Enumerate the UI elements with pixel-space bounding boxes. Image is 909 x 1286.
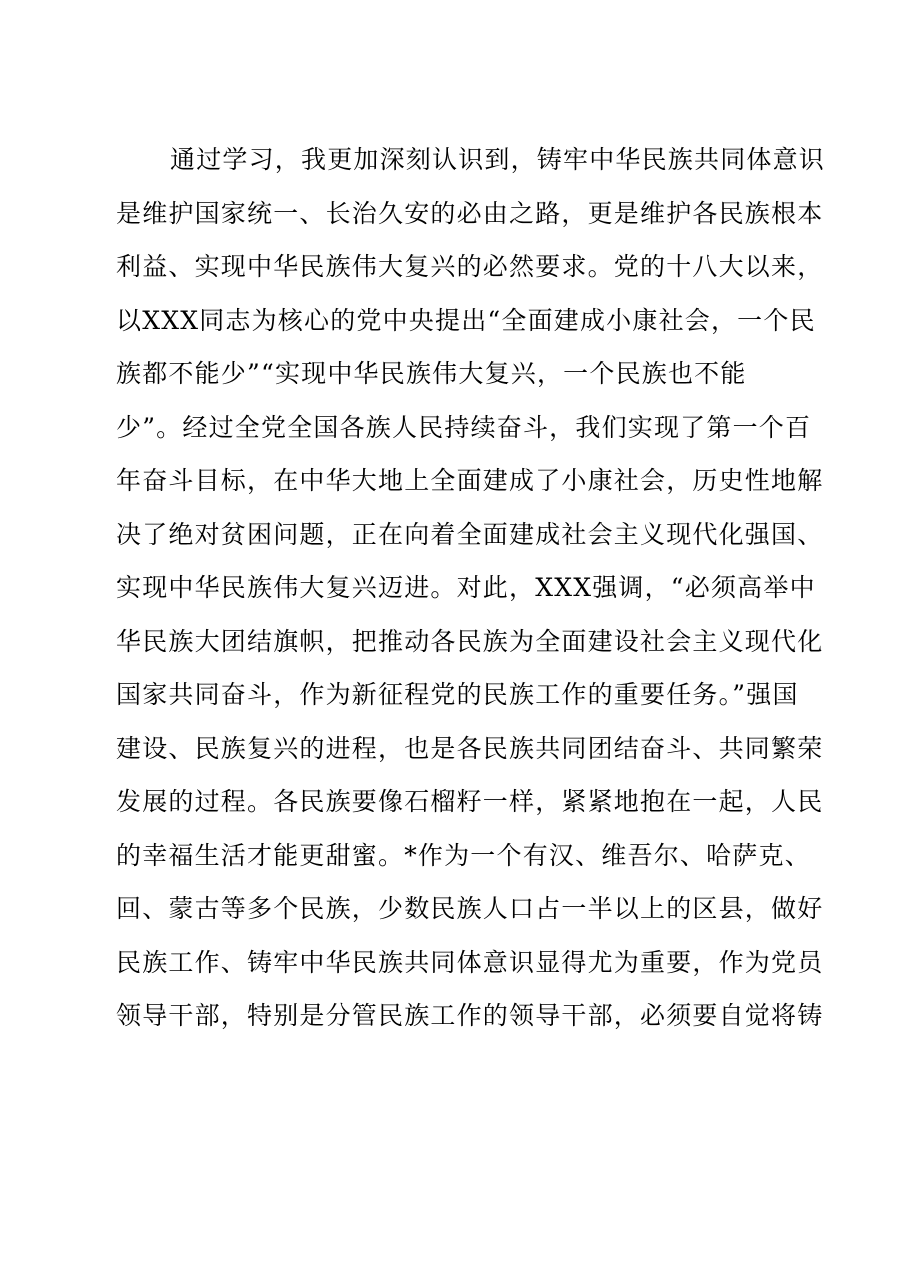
paragraph-line-6: 少”。经过全党全国各族人民持续奋斗，我们实现了第一个百 xyxy=(116,412,812,442)
paragraph-line-4: 以XXX同志为核心的党中央提出“全面建成小康社会，一个民 xyxy=(116,305,816,335)
paragraph-line-16: 民族工作、铸牢中华民族共同体意识显得尤为重要，作为党员 xyxy=(116,947,824,977)
paragraph-line-8: 决了绝对贫困问题，正在向着全面建成社会主义现代化强国、 xyxy=(116,519,824,549)
paragraph-line-13: 发展的过程。各民族要像石榴籽一样，紧紧地抱在一起，人民 xyxy=(116,787,824,816)
paragraph-line-9: 实现中华民族伟大复兴迈进。对此，XXX强调，“必须高举中 xyxy=(116,573,816,602)
paragraph-line-17: 领导干部，特别是分管民族工作的领导干部，必须要自觉将铸 xyxy=(116,1001,824,1030)
paragraph-line-14: 的幸福生活才能更甜蜜。*作为一个有汉、维吾尔、哈萨克、 xyxy=(116,840,811,870)
paragraph-line-2: 是维护国家统一、长治久安的必由之路，更是维护各民族根本 xyxy=(116,198,824,228)
body-paragraph xyxy=(116,133,826,1043)
paragraph-line-12: 建设、民族复兴的进程，也是各民族共同团结奋斗、共同繁荣 xyxy=(116,733,824,763)
paragraph-line-11: 国家共同奋斗，作为新征程党的民族工作的重要任务。”强国 xyxy=(116,680,799,709)
paragraph-line-5: 族都不能少”“实现中华民族伟大复兴，一个民族也不能 xyxy=(116,359,747,388)
paragraph-line-3: 利益、实现中华民族伟大复兴的必然要求。党的十八大以来， xyxy=(116,252,824,281)
paragraph-line-1: 通过学习，我更加深刻认识到，铸牢中华民族共同体意识 xyxy=(170,145,826,174)
paragraph-line-10: 华民族大团结旗帜，把推动各民族为全面建设社会主义现代化 xyxy=(116,626,824,656)
paragraph-line-15: 回、蒙古等多个民族，少数民族人口占一半以上的区县，做好 xyxy=(116,894,824,923)
paragraph-line-7: 年奋斗目标，在中华大地上全面建成了小康社会，历史性地解 xyxy=(116,466,824,495)
